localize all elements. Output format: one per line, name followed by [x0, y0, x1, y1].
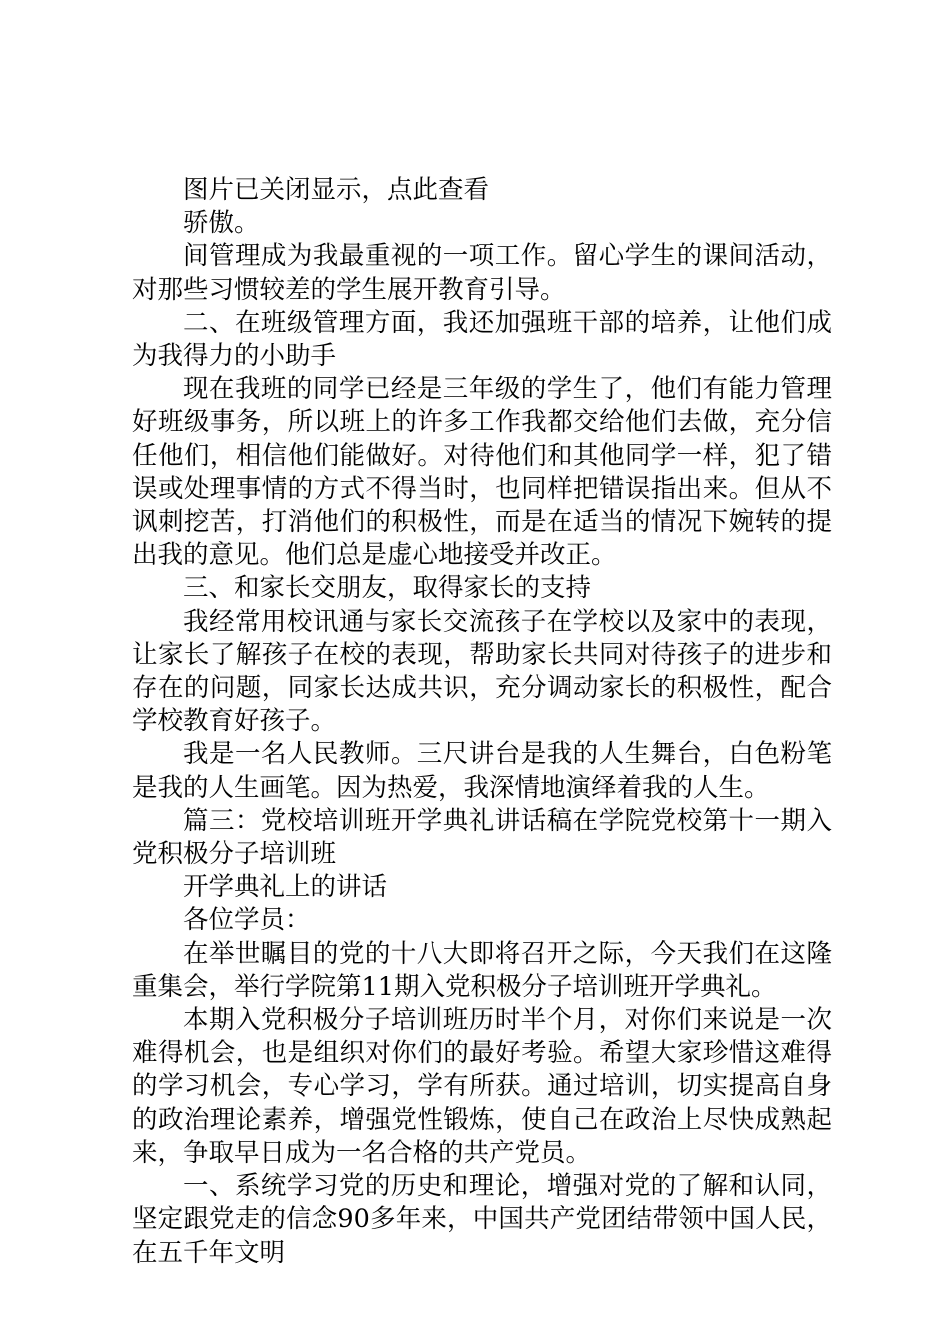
paragraph: 间管理成为我最重视的一项工作。留心学生的课间活动，对那些习惯较差的学生展开教育引导。 — [132, 241, 832, 305]
paragraph: 现在我班的同学已经是三年级的学生了，他们有能力管理好班级事务，所以班上的许多工作我都交给他们去做，充分信任他们，相信他们能做好。对待他们和其他同学一样，犯了错误或处理事情的方式不得当时，也同样把错误指出来。但从不讽刺挖苦，打消他们的积极性，而是在适当的情况下婉转的提出我的意见。他们总是虚心地接受并改正。 — [132, 374, 832, 571]
paragraph: 骄傲。 — [183, 208, 260, 239]
section-heading: 三、和家长交朋友，取得家长的支持 — [183, 573, 592, 604]
paragraph: 本期入党积极分子培训班历时半个月，对你们来说是一次难得机会，也是组织对你们的最好考验。希望大家珍惜这难得的学习机会，专心学习，学有所获。通过培训，切实提高自身的政治理论素养，增强党性锻炼，使自己在政治上尽快成熟起来，争取早日成为一名合格的共产党员。 — [132, 1005, 832, 1168]
section-heading: 二、在班级管理方面，我还加强班干部的培养，让他们成为我得力的小助手 — [132, 307, 832, 372]
article-title: 篇三：党校培训班开学典礼讲话稿在学院党校第十一期入党积极分子培训班 — [132, 805, 832, 870]
article-subtitle: 开学典礼上的讲话 — [183, 872, 388, 903]
paragraph: 我是一名人民教师。三尺讲台是我的人生舞台，白色粉笔是我的人生画笔。因为热爱，我深情地演绎着我的人生。 — [132, 739, 832, 803]
section-heading: 一、系统学习党的历史和理论，增强对党的了解和认同，坚定跟党走的信念90多年来，中国共产党团结带领中国人民，在五千年文明 — [132, 1171, 832, 1268]
image-hidden-notice[interactable]: 图片已关闭显示，点此查看 — [183, 175, 490, 205]
paragraph: 在举世瞩目的党的十八大即将召开之际，今天我们在这隆重集会，举行学院第11期入党积极分子培训班开学典礼。 — [132, 938, 832, 1002]
salutation: 各位学员： — [183, 905, 311, 936]
document-body — [132, 174, 832, 1270]
paragraph: 我经常用校讯通与家长交流孩子在学校以及家中的表现，让家长了解孩子在校的表现，帮助家长共同对待孩子的进步和存在的问题，同家长达成共识，充分调动家长的积极性，配合学校教育好孩子。 — [132, 606, 832, 737]
